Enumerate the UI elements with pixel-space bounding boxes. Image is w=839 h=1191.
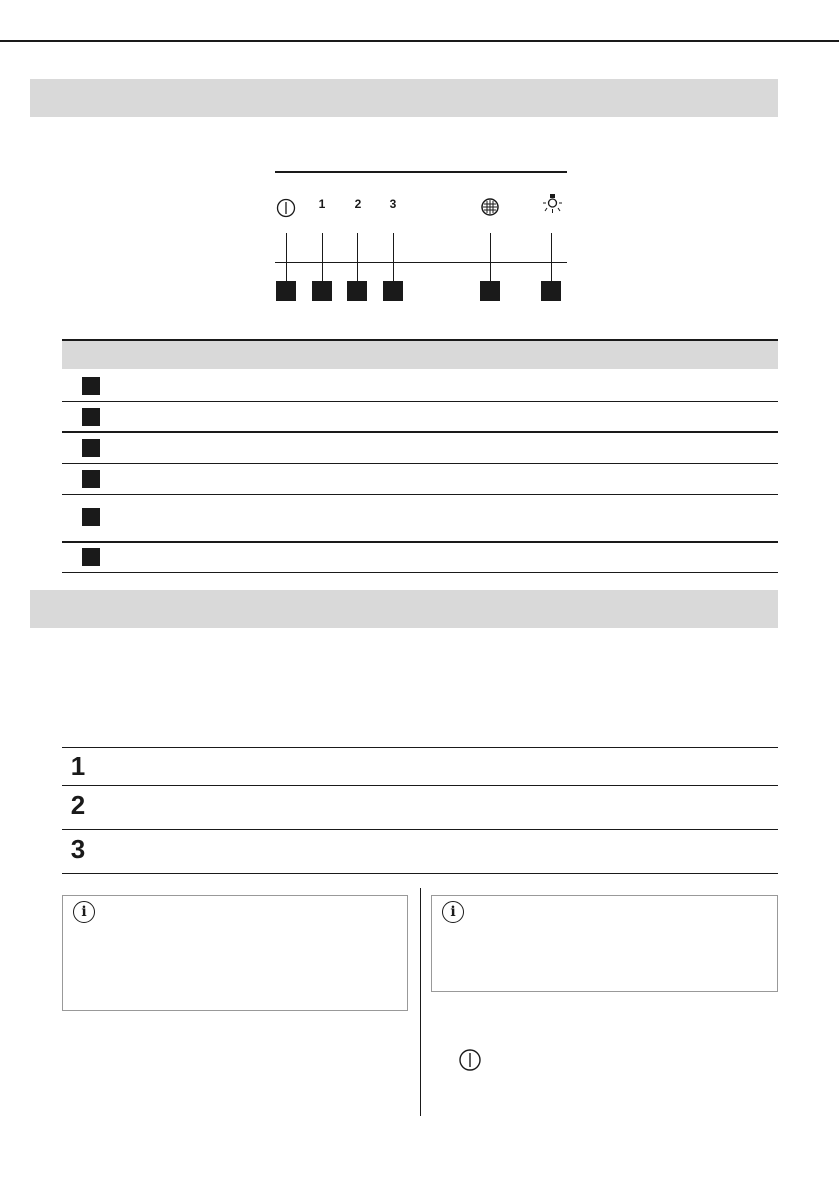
table-row-marker <box>82 548 100 566</box>
speed-number-1: 1 <box>70 751 86 781</box>
panel-speed-2-label: 2 <box>354 197 362 211</box>
panel-top-edge <box>275 171 567 173</box>
speed-table-top-rule <box>62 747 778 748</box>
speed-table-divider <box>62 785 778 786</box>
section-header-bar <box>30 79 778 117</box>
leader-line <box>357 233 358 281</box>
info-note-box-left <box>62 895 408 1011</box>
info-icon: i <box>73 901 95 923</box>
column-divider <box>420 888 421 1116</box>
callout-marker <box>312 281 332 301</box>
table-header <box>62 339 778 369</box>
speed-table-bottom-rule <box>62 873 778 874</box>
top-rule <box>0 40 839 42</box>
table-row-marker <box>82 470 100 488</box>
info-icon: i <box>442 901 464 923</box>
table-row-marker <box>82 508 100 526</box>
table-row-divider <box>62 401 778 402</box>
callout-marker <box>480 281 500 301</box>
speed-number-3: 3 <box>70 834 86 864</box>
panel-bottom-edge <box>275 262 567 263</box>
leader-line <box>286 233 287 281</box>
table-row-divider <box>62 541 778 543</box>
table-row-marker <box>82 408 100 426</box>
table-row-marker <box>82 377 100 395</box>
table-row-divider <box>62 572 778 573</box>
speed-table-divider <box>62 829 778 830</box>
table-row-divider <box>62 494 778 495</box>
table-row-marker <box>82 439 100 457</box>
leader-line <box>322 233 323 281</box>
light-icon <box>540 193 564 217</box>
power-icon <box>276 198 296 218</box>
panel-speed-3-label: 3 <box>389 197 397 211</box>
callout-marker <box>383 281 403 301</box>
section-header-bar <box>30 590 778 628</box>
callout-marker <box>541 281 561 301</box>
callout-marker <box>276 281 296 301</box>
grease-filter-icon <box>481 198 499 216</box>
callout-marker <box>347 281 367 301</box>
leader-line <box>551 233 552 281</box>
leader-line <box>393 233 394 281</box>
panel-speed-1-label: 1 <box>318 197 326 211</box>
power-icon <box>458 1048 482 1072</box>
speed-number-2: 2 <box>70 790 86 820</box>
table-row-divider <box>62 431 778 433</box>
table-row-divider <box>62 463 778 464</box>
leader-line <box>490 233 491 281</box>
info-note-box-right <box>431 895 778 992</box>
